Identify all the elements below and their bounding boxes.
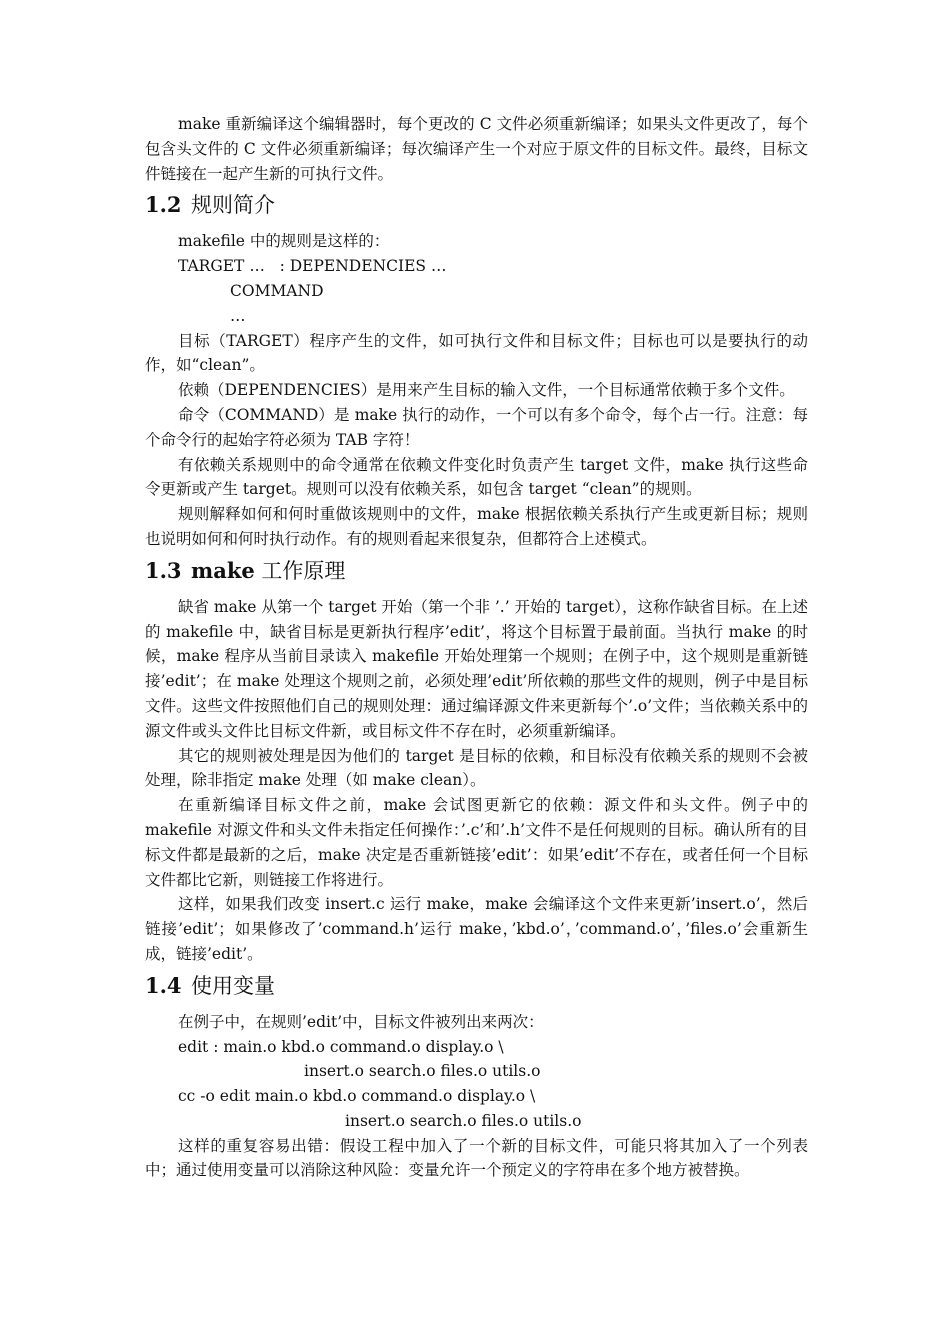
section-heading-1-4 xyxy=(145,971,808,1001)
section-title: 规则简介 xyxy=(191,193,275,218)
paragraph: 在重新编译目标文件之前，make 会试图更新它的依赖：源文件和头文件。例子中的 makefile 对源文件和头文件未指定任何操作：’.c’和’.h’文件不是任何规则的目标。确认所有的目标文件都是最新的之后，make 决定是否重新链接’edit’：如果’edit’不存在，或者任何一个目标文件都比它新，则链接工作将进行。 xyxy=(145,796,808,889)
section-title: 工作原理 xyxy=(254,558,346,583)
paragraph: 有依赖关系规则中的命令通常在依赖文件变化时负责产生 target 文件，make 执行这些命令更新或产生 target。规则可以没有依赖关系，如包含 target “clean”的规则。 xyxy=(145,455,808,499)
rule-syntax-target-line: TARGET … : DEPENDENCIES … xyxy=(178,257,447,276)
section-number: 1.3 xyxy=(145,557,182,583)
rule-syntax-ellipsis-line: … xyxy=(230,306,246,325)
code-line: cc -o edit main.o kbd.o command.o display.o \ xyxy=(178,1087,536,1106)
paragraph: 其它的规则被处理是因为他们的 target 是目标的依赖，和目标没有依赖关系的规则不会被处理，除非指定 make 处理（如 make clean）。 xyxy=(145,746,808,790)
code-line: edit : main.o kbd.o command.o display.o \ xyxy=(178,1037,504,1056)
section-title-bold: make xyxy=(191,557,255,583)
paragraph: 规则解释如何和何时重做该规则中的文件，make 根据依赖关系执行产生或更新目标；规则也说明如何和何时执行动作。有的规则看起来很复杂，但都符合上述模式。 xyxy=(145,505,808,548)
paragraph: 命令（COMMAND）是 make 执行的动作，一个可以有多个命令，每个占一行。注意：每个命令行的起始字符必须为 TAB 字符！ xyxy=(145,405,808,449)
section-title: 使用变量 xyxy=(191,973,275,998)
paragraph: 这样的重复容易出错：假设工程中加入了一个新的目标文件，可能只将其加入了一个列表中；通过使用变量可以消除这种风险：变量允许一个预定义的字符串在多个地方被替换。 xyxy=(145,1136,808,1180)
section-heading-1-2 xyxy=(145,190,808,220)
code-intro-line: 在例子中，在规则’edit’中，目标文件被列出来两次： xyxy=(178,1012,544,1031)
code-line: insert.o search.o files.o utils.o xyxy=(304,1062,541,1081)
code-line: insert.o search.o files.o utils.o xyxy=(345,1111,582,1130)
section-heading-1-3 xyxy=(145,556,808,586)
paragraph: 这样，如果我们改变 insert.c 运行 make，make 会编译这个文件来更新’insert.o’，然后链接’edit’；如果修改了’command.h’运行 make，’kbd.o’，’command.o’，’files.o’会重新生成，链接’edit’。 xyxy=(145,895,808,963)
intro-paragraph: make 重新编译这个编辑器时，每个更改的 C 文件必须重新编译；如果头文件更改了，每个包含头文件的 C 文件必须重新编译；每次编译产生一个对应于原文件的目标文件。最终，目标文件链接在一起产生新的可执行文件。 xyxy=(145,115,808,183)
rule-syntax-command-line: COMMAND xyxy=(230,281,324,300)
document-page xyxy=(145,112,808,1183)
paragraph: 目标（TARGET）程序产生的文件，如可执行文件和目标文件；目标也可以是要执行的动作，如“clean”。 xyxy=(145,331,808,375)
section-number: 1.2 xyxy=(145,192,182,218)
rule-intro-line: makefile 中的规则是这样的： xyxy=(178,232,390,251)
paragraph: 依赖（DEPENDENCIES）是用来产生目标的输入文件，一个目标通常依赖于多个文件。 xyxy=(178,381,795,400)
section-number: 1.4 xyxy=(145,972,182,998)
paragraph: 缺省 make 从第一个 target 开始（第一个非 ’.’ 开始的 target），这称作缺省目标。在上述的 makefile 中，缺省目标是更新执行程序’edit’，将这个目标置于最前面。当执行 make 的时候，make 程序从当前目录读入 makefile 开始处理第一个规则；在例子中，这个规则是重新链接’edit’；在 make 处理这个规则之前，必须处理’edit’所依赖的那些文件的规则，例子中是目标文件。这些文件按照他们自己的规则处理：通过编译源文件来更新每个’.o’文件；当依赖关系中的源文件或头文件比目标文件新，或目标文件不存在时，必须重新编译。 xyxy=(145,597,808,740)
